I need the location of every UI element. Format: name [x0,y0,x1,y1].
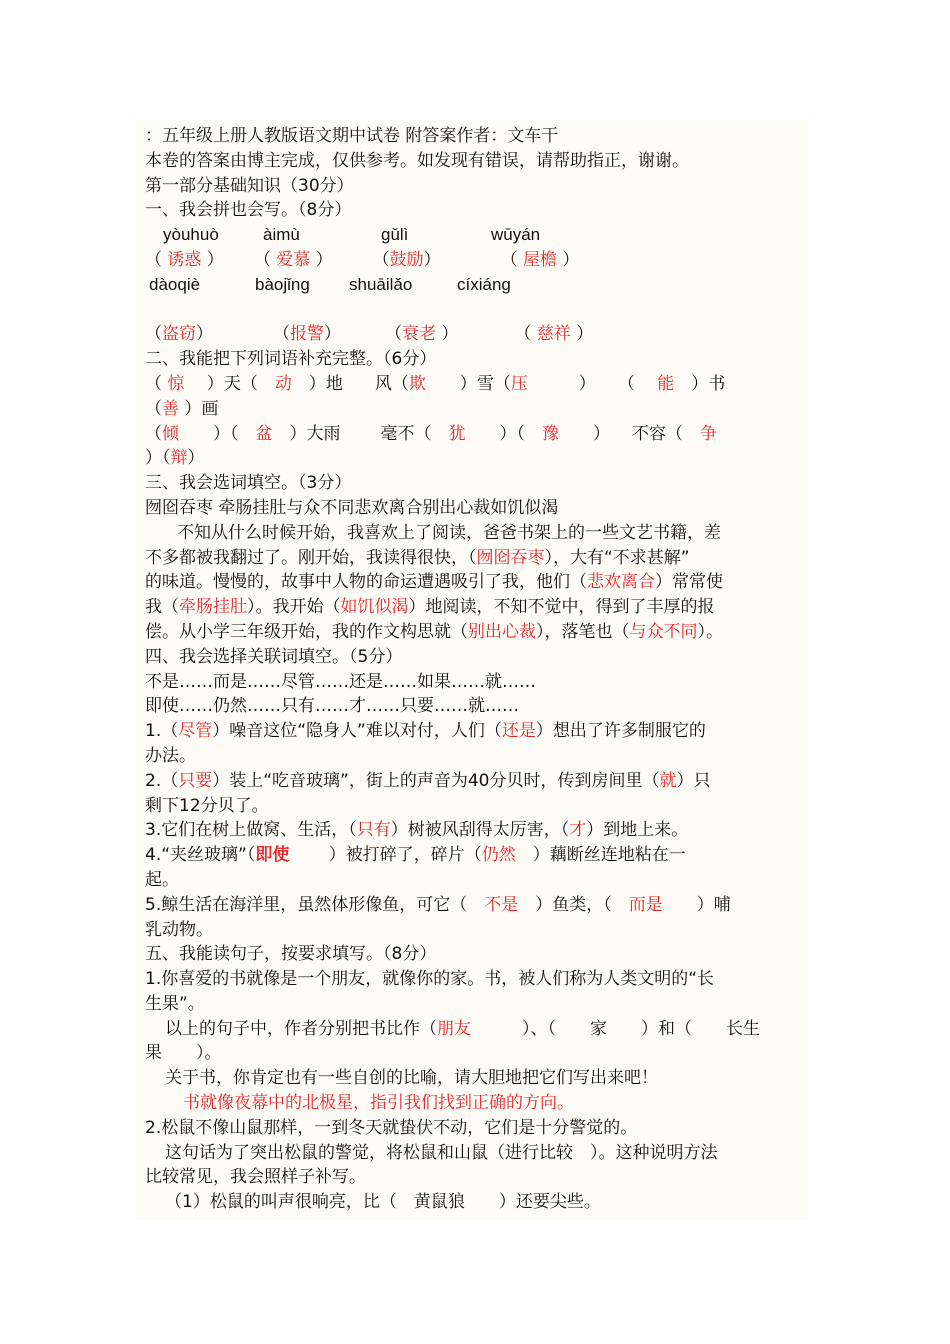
passage-line: 不多都被我翻过了。刚开始，我读得很快，（囫囵吞枣），大有“不求甚解” [145,547,690,568]
answer: 压 [510,373,528,394]
answer: 鼓励 [389,249,424,270]
section-2-title: 二、我能把下列词语补充完整。（6分） [145,349,437,370]
question: 5.鲸生活在海洋里，虽然体形像鱼，可它（ 不是 ）鱼类，（ 而是 ）哺 [145,894,731,915]
pinyin-word: gǔlì [381,225,409,245]
conjunction-options: 即使……仍然……只有……才……只要……就…… [145,696,519,717]
question: 以上的句子中，作者分别把书比作（朋友 ）、（ 家 ）和（ 长生 [165,1018,760,1039]
question: 1.（尽管）噪音这位“隐身人”难以对付，人们（还是）想出了许多制服它的 [145,721,706,742]
answer-sentence: 书就像夜幕中的北极星，指引我们找到正确的方向。 [183,1093,574,1114]
answer: 倾 [162,423,179,444]
passage-line: 的味道。慢慢的，故事中人物的命运遭遇吸引了我，他们（悲欢离合）常常使 [145,572,723,593]
answer: 长生 [726,1018,760,1039]
answer: 衰老 [402,324,436,345]
pinyin-word: yòuhuò [163,225,219,245]
answer: 还是 [501,721,536,742]
answer: 能 [657,373,675,394]
question: （1）松鼠的叫声很响亮，比（ 黄鼠狼 ）还要尖些。 [165,1192,601,1213]
pinyin-row-1 [145,223,810,248]
answer: 进行比较 [505,1142,573,1163]
answer: 慈祥 [536,324,571,345]
word-bank: 囫囵吞枣 牵肠挂肚与众不同悲欢离合别出心裁如饥似渴 [145,497,559,518]
pinyin-word: shuāilǎo [349,274,413,294]
answer-note: 本卷的答案由博主完成，仅供参考。如发现有错误，请帮助指正，谢谢。 [145,150,689,171]
exam-content: ：五年级上册人教版语文期中试卷 附答案作者：文车干 本卷的答案由博主完成，仅供参考。如发现有错误，请帮助指正，谢谢。 第一部分基础知识（30分） 一、我会拼也会写。（8分） yòuhuò àimù gǔlì wūyán （ 诱惑 ） （ 爱慕 ） （鼓励） （ 屋檐 ） dàoqiè bàojǐng shuāilǎo cíxiáng （盗窃） （报警） （衰老 ） （ 慈祥 ） 二、我能把下列词语补充完整。（6分） （ 惊 ）天（ 动 ）地 风（欺 ）雪（压 ） （ 能 ）书 （善 ）画 （倾 ）（ 盆 ）大雨 毫不（ 犹 ）（ 豫 ） 不容（ 争 ）（辩） 三、我会选词填空。（3分） 囫囵吞枣 牵肠挂肚与众不同悲欢离合别出心裁如饥似渴 不知从什么时候开始，我喜欢上了阅读，爸爸书架上的一些文艺书籍，差 不多都被我翻过了。刚开始，我读得很快，（囫囵吞枣），大有“不求甚解” 的味道。慢慢的，故事中人物的命运遭遇吸引了我，他们（悲欢离合）常常使 我（牵肠挂肚）。我开始（如饥似渴）地阅读，不知不觉中，得到了丰厚的报 偿。从小学三年级开始，我的作文构思就（别出心裁），落笔也（与众不同）。 四、我会选择关联词填空。（5分） 不是……而是……尽管……还是……如果……就…… 即使……仍然……只有……才……只要……就…… 1.（尽管）噪音这位“隐身人”难以对付，人们（还是）想出了许多制服它的 办法。 2.（只要）装上“吃音玻璃”，街上的声音为40分贝时，传到房间里（就）只 剩下12分贝了。 3.它们在树上做窝、生活，（只有）树被风刮得太厉害，（才）到地上来。 4.“夹丝玻璃”（即使 ）被打碎了，碎片（仍然 ）藕断丝连地粘在一 起。 5.鲸生活在海洋里，虽然体形像鱼，可它（ 不是 ）鱼类，（ 而是 ）哺 乳动物。 五、我能读句子，按要求填写。（8分） 1.你喜爱的书就像是一个朋友，就像你的家。书，被人们称为人类文明的“长 生果”。 以上的句子中，作者分别把书比作（朋友 ）、（ 家 ）和（ 长生 果 ）。 关于书，你肯定也有一些自创的比喻，请大胆地把它们写出来吧！ 书就像夜幕中的北极星，指引我们找到正确的方向。 2.松鼠不像山鼠那样，一到冬天就蛰伏不动，它们是十分警觉的。 这句话为了突出松鼠的警觉，将松鼠和山鼠（进行比较 ）。这种说明方法 比较常见，我会照样子补写。 （1）松鼠的叫声很响亮，比（ 黄鼠狼 ）还要尖些。 [145,124,810,1215]
passage-line: 偿。从小学三年级开始，我的作文构思就（别出心裁），落笔也（与众不同）。 [145,621,723,642]
section-1-title: 一、我会拼也会写。（8分） [145,200,352,221]
section-4-title: 四、我会选择关联词填空。（5分） [145,646,403,667]
question: 2.（只要）装上“吃音玻璃”，街上的声音为40分贝时，传到房间里（就）只 [145,770,711,791]
answer: 悲欢离合 [587,572,655,593]
answer: 屋檐 [523,249,558,270]
answer: 善 [162,398,179,419]
pinyin-word: bàojǐng [255,274,310,294]
question: 1.你喜爱的书就像是一个朋友，就像你的家。书，被人们称为人类文明的“长 [145,969,715,990]
answer: 才 [569,820,587,841]
answer: 惊 [167,373,185,394]
answer: 仍然 [481,845,516,866]
answer: 即使 [255,845,290,866]
question: 这句话为了突出松鼠的警觉，将松鼠和山鼠（进行比较 ）。这种说明方法 [165,1142,718,1163]
answer: 只有 [356,820,391,841]
answer: 争 [700,423,717,444]
answer: 囫囵吞枣 [476,547,545,568]
section-5-title: 五、我能读句子，按要求填写。（8分） [145,944,437,965]
answer: 动 [274,373,292,394]
answer: 只要 [178,770,213,791]
answer: 报警 [290,324,324,345]
pinyin-word: dàoqiè [149,274,201,294]
passage-line: 我（牵肠挂肚）。我开始（如饥似渴）地阅读，不知不觉中，得到了丰厚的报 [145,597,715,618]
answer: 尽管 [178,721,213,742]
answer: 犹 [448,423,466,444]
answer: 牵肠挂肚 [179,597,247,618]
pinyin-row-2 [145,273,810,298]
document-title: ：五年级上册人教版语文期中试卷 附答案作者：文车干 [145,126,559,146]
question: 3.它们在树上做窝、生活，（只有）树被风刮得太厉害，（才）到地上来。 [145,820,689,841]
conjunction-options: 不是……而是……尽管……还是……如果……就…… [145,671,536,692]
answer: 而是 [628,894,663,915]
pinyin-word: wūyán [491,225,541,245]
pinyin-word: àimù [263,225,300,245]
answer: 家 [590,1018,607,1039]
section-3-title: 三、我会选词填空。（3分） [145,473,352,494]
answer-row-1: （ 诱惑 ） （ 爱慕 ） （鼓励） （ 屋檐 ） [145,249,580,270]
part-heading: 第一部分基础知识（30分） [145,175,354,196]
answer: 辩 [170,448,188,469]
answer: 不是 [484,894,519,915]
answer: 黄鼠狼 [413,1192,465,1213]
pinyin-word: cíxiáng [457,274,511,294]
answer: 盆 [255,423,273,444]
idiom-row-1: （ 惊 ）天（ 动 ）地 风（欺 ）雪（压 ） （ 能 ）书 [145,373,726,394]
answer: 如饥似渴 [340,597,409,618]
answer: 爱慕 [276,249,311,270]
answer: 豫 [542,423,559,444]
question: 4.“夹丝玻璃”（即使 ）被打碎了，碎片（仍然 ）藕断丝连地粘在一 [145,845,686,866]
answer: 与众不同 [629,621,698,642]
idiom-row-4: ）（辩） [145,448,205,469]
answer: 诱惑 [167,249,202,270]
passage-line: 不知从什么时候开始，我喜欢上了阅读，爸爸书架上的一些文艺书籍，差 [177,522,721,543]
answer: 别出心裁 [468,621,536,642]
answer: 朋友 [437,1018,471,1039]
answer: 盗窃 [162,324,196,345]
answer: 就 [659,770,677,791]
idiom-row-3: （倾 ）（ 盆 ）大雨 毫不（ 犹 ）（ 豫 ） 不容（ 争 [145,423,717,444]
answer-row-2: （盗窃） （报警） （衰老 ） （ 慈祥 ） [145,324,594,345]
question: 2.松鼠不像山鼠那样，一到冬天就蛰伏不动，它们是十分警觉的。 [145,1117,638,1138]
idiom-row-2: （善 ）画 [145,398,219,419]
answer: 欺 [408,373,426,394]
